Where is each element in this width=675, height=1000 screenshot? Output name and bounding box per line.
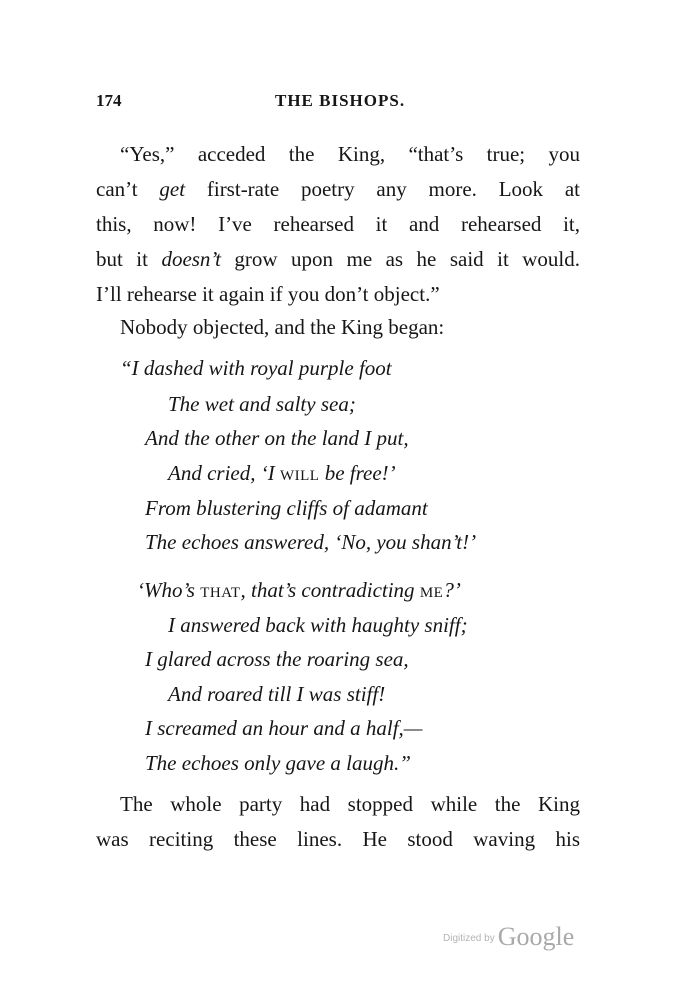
- verse-line: I screamed an hour and a half,—: [145, 716, 423, 740]
- running-title: THE BISHOPS.: [275, 91, 406, 110]
- digitized-by-google-watermark: [443, 922, 574, 952]
- paragraph-kings-complaint: [96, 137, 580, 312]
- verse-line: And the other on the land I put,: [145, 426, 409, 450]
- verse-line: And roared till I was stiff!: [168, 682, 386, 706]
- verse-line: The echoes answered, ‘No, you shan’t!’: [145, 530, 477, 554]
- verse-line: I answered back with haughty sniff;: [168, 613, 468, 637]
- small-caps-word: will: [279, 461, 320, 485]
- verse-line: From blustering cliffs of adamant: [145, 496, 428, 520]
- verse-line: The echoes only gave a laugh.”: [145, 751, 411, 775]
- text-line: this, now! I’ve rehearsed it and rehearsed it,: [96, 212, 580, 236]
- verse-line: ‘Who’s that, that’s contradicting me?’: [137, 578, 461, 602]
- paragraph-king-began: [96, 310, 580, 345]
- text-line: can’t get first-rate poetry any more. Look at: [96, 177, 581, 201]
- paragraph-party-stopped: [96, 787, 580, 857]
- verse-line: And cried, ‘I will be free!’: [168, 461, 396, 485]
- text-line: The whole party had stopped while the King: [120, 792, 580, 816]
- verse-line: “I dashed with royal purple foot: [120, 356, 392, 380]
- emphasis: doesn’t: [161, 247, 221, 271]
- google-logo: Google: [497, 922, 575, 951]
- text-line: was reciting these lines. He stood waving his: [96, 827, 580, 851]
- text-line: “Yes,” acceded the King, “that’s true; you: [120, 142, 580, 166]
- watermark-prefix: Digitized by: [443, 933, 495, 944]
- small-caps-word: that: [200, 578, 241, 602]
- emphasis: get: [159, 177, 186, 201]
- small-caps-word: me: [419, 578, 444, 602]
- page-number: 174: [96, 91, 122, 110]
- text-line: I’ll rehearse it again if you don’t object.”: [96, 282, 440, 306]
- verse-line: I glared across the roaring sea,: [145, 647, 409, 671]
- page-header: [96, 91, 580, 113]
- text-line: Nobody objected, and the King began:: [120, 315, 445, 339]
- verse-line: The wet and salty sea;: [168, 392, 356, 416]
- text-line: but it doesn’t grow upon me as he said it would.: [96, 247, 580, 271]
